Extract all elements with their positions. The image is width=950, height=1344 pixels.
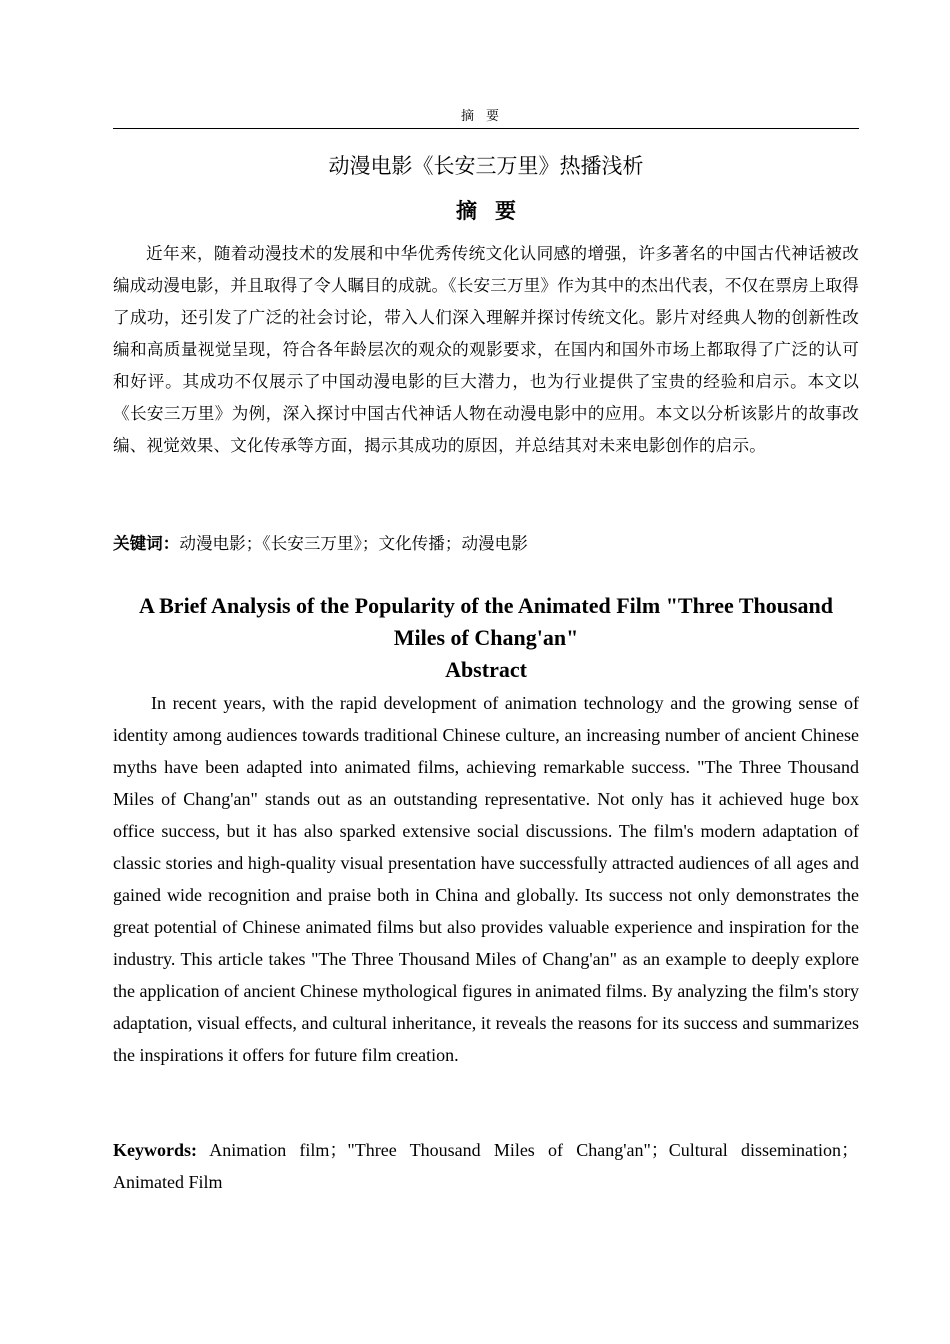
chinese-abstract-heading: 摘要 [456, 199, 534, 223]
header-rule [113, 128, 859, 129]
english-abstract-heading: Abstract [445, 657, 527, 682]
english-abstract-body: In recent years, with the rapid development of animation technology and the growing sense of identity among audiences towards traditional Chinese culture, an increasing number of ancient Chinese myths have been adapted into animated films, achieving remarkable success. "The Three Thousand Miles of Chang'an" stands out as an outstanding representative. Not only has it achieved huge box office success, but it has also sparked extensive social discussions. The film's modern adaptation of classic stories and high-quality visual presentation have successfully attracted audiences of all ages and gained wide recognition and praise both in China and globally. Its success not only demonstrates the great potential of Chinese animated films but also provides valuable experience and inspiration for the industry. This article takes "The Three Thousand Miles of Chang'an" as an example to deeply explore the application of ancient Chinese mythological figures in animated films. By analyzing the film's story adaptation, visual effects, and cultural inheritance, it reveals the reasons for its success and summarizes the inspirations it offers for future film creation. [113, 693, 859, 1065]
chinese-keywords-label: 关键词： [113, 534, 180, 553]
chinese-keywords [113, 528, 859, 560]
english-keywords-label: Keywords: [113, 1140, 197, 1160]
english-keywords [113, 1134, 859, 1198]
chinese-title: 动漫电影《长安三万里》热播浅析 [328, 154, 644, 178]
english-title: A Brief Analysis of the Popularity of the Animated Film "Three Thousand Miles of Chang'an" [138, 593, 834, 650]
english-keywords-text: Animation film；"Three Thousand Miles of Chang'an"；Cultural dissemination；Animated Film [113, 1140, 859, 1192]
chinese-keywords-text: 动漫电影；《长安三万里》；文化传播；动漫电影 [179, 534, 528, 553]
running-header: 摘要 [460, 109, 511, 124]
chinese-abstract-body: 近年来，随着动漫技术的发展和中华优秀传统文化认同感的增强，许多著名的中国古代神话被改编成动漫电影，并且取得了令人瞩目的成就。《长安三万里》作为其中的杰出代表，不仅在票房上取得了成功，还引发了广泛的社会讨论，带入人们深入理解并探讨传统文化。影片对经典人物的创新性改编和高质量视觉呈现，符合各年龄层次的观众的观影要求，在国内和国外市场上都取得了广泛的认可和好评。其成功不仅展示了中国动漫电影的巨大潜力，也为行业提供了宝贵的经验和启示。本文以《长安三万里》为例，深入探讨中国古代神话人物在动漫电影中的应用。本文以分析该影片的故事改编、视觉效果、文化传承等方面，揭示其成功的原因，并总结其对未来电影创作的启示。 [113, 244, 859, 455]
